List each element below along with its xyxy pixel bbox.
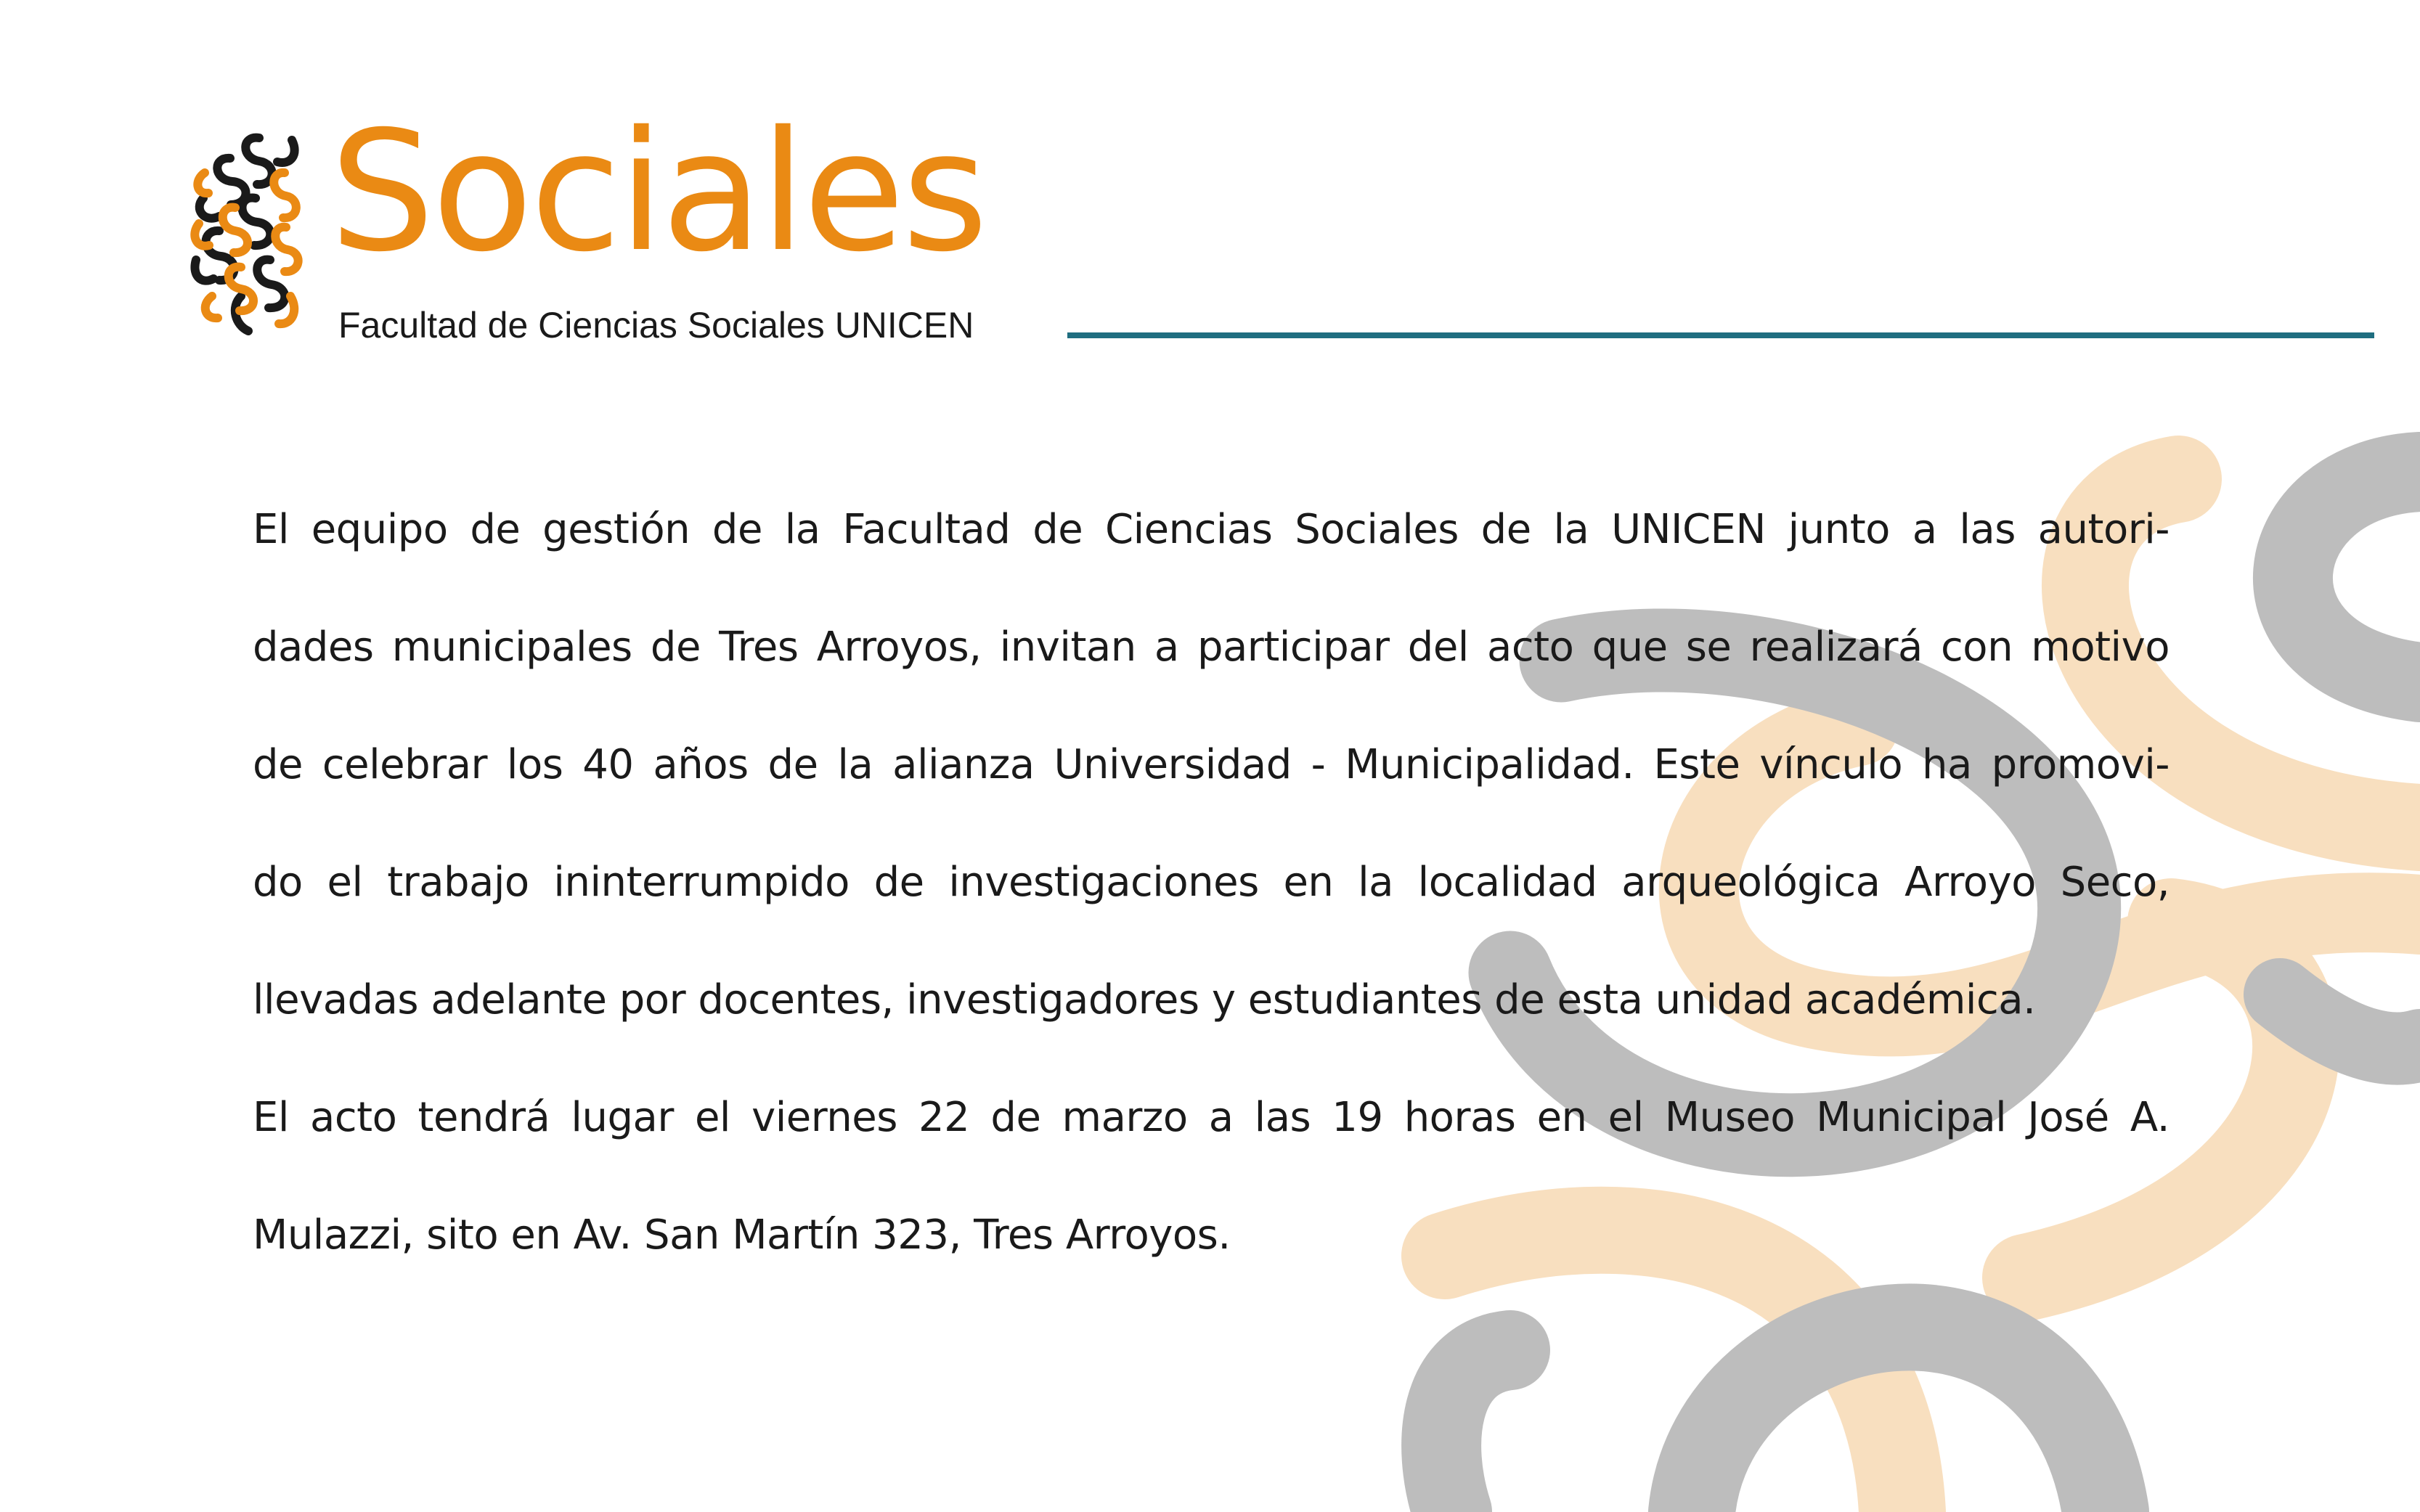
deco-gray-hook-top-right	[2293, 472, 2420, 682]
header-divider	[1067, 332, 2374, 338]
body-line-4: do el trabajo ininterrumpido de investigaciones en la localidad arqueológica Arroyo Seco,	[253, 859, 2170, 906]
brand-title: Sociales	[330, 95, 986, 288]
deco-gray-hook-bottom-left	[1441, 1350, 1510, 1512]
deco-gray-tail-right	[2280, 994, 2420, 1049]
body-line-1: El equipo de gestión de la Facultad de Ciencias Sociales de la UNICEN junto a las autori-	[253, 506, 2170, 553]
body-line-7: Mulazzi, sito en Av. San Martín 323, Tres Arroyos.	[253, 1211, 1231, 1259]
brand-subtitle: Facultad de Ciencias Sociales UNICEN	[338, 305, 974, 346]
body-line-5: llevadas adelante por docentes, investigadores y estudiantes de esta unidad académica.	[253, 976, 2036, 1023]
body-line-2: dades municipales de Tres Arroyos, invitan a participar del acto que se realizará con motivo	[253, 624, 2170, 671]
sociales-logo-icon	[190, 129, 306, 347]
body-line-3: de celebrar los 40 años de la alianza Universidad - Municipalidad. Este vínculo ha promovi-	[253, 741, 2170, 788]
body-line-6: El acto tendrá lugar el viernes 22 de marzo a las 19 horas en el Museo Municipal José A.	[253, 1094, 2170, 1141]
